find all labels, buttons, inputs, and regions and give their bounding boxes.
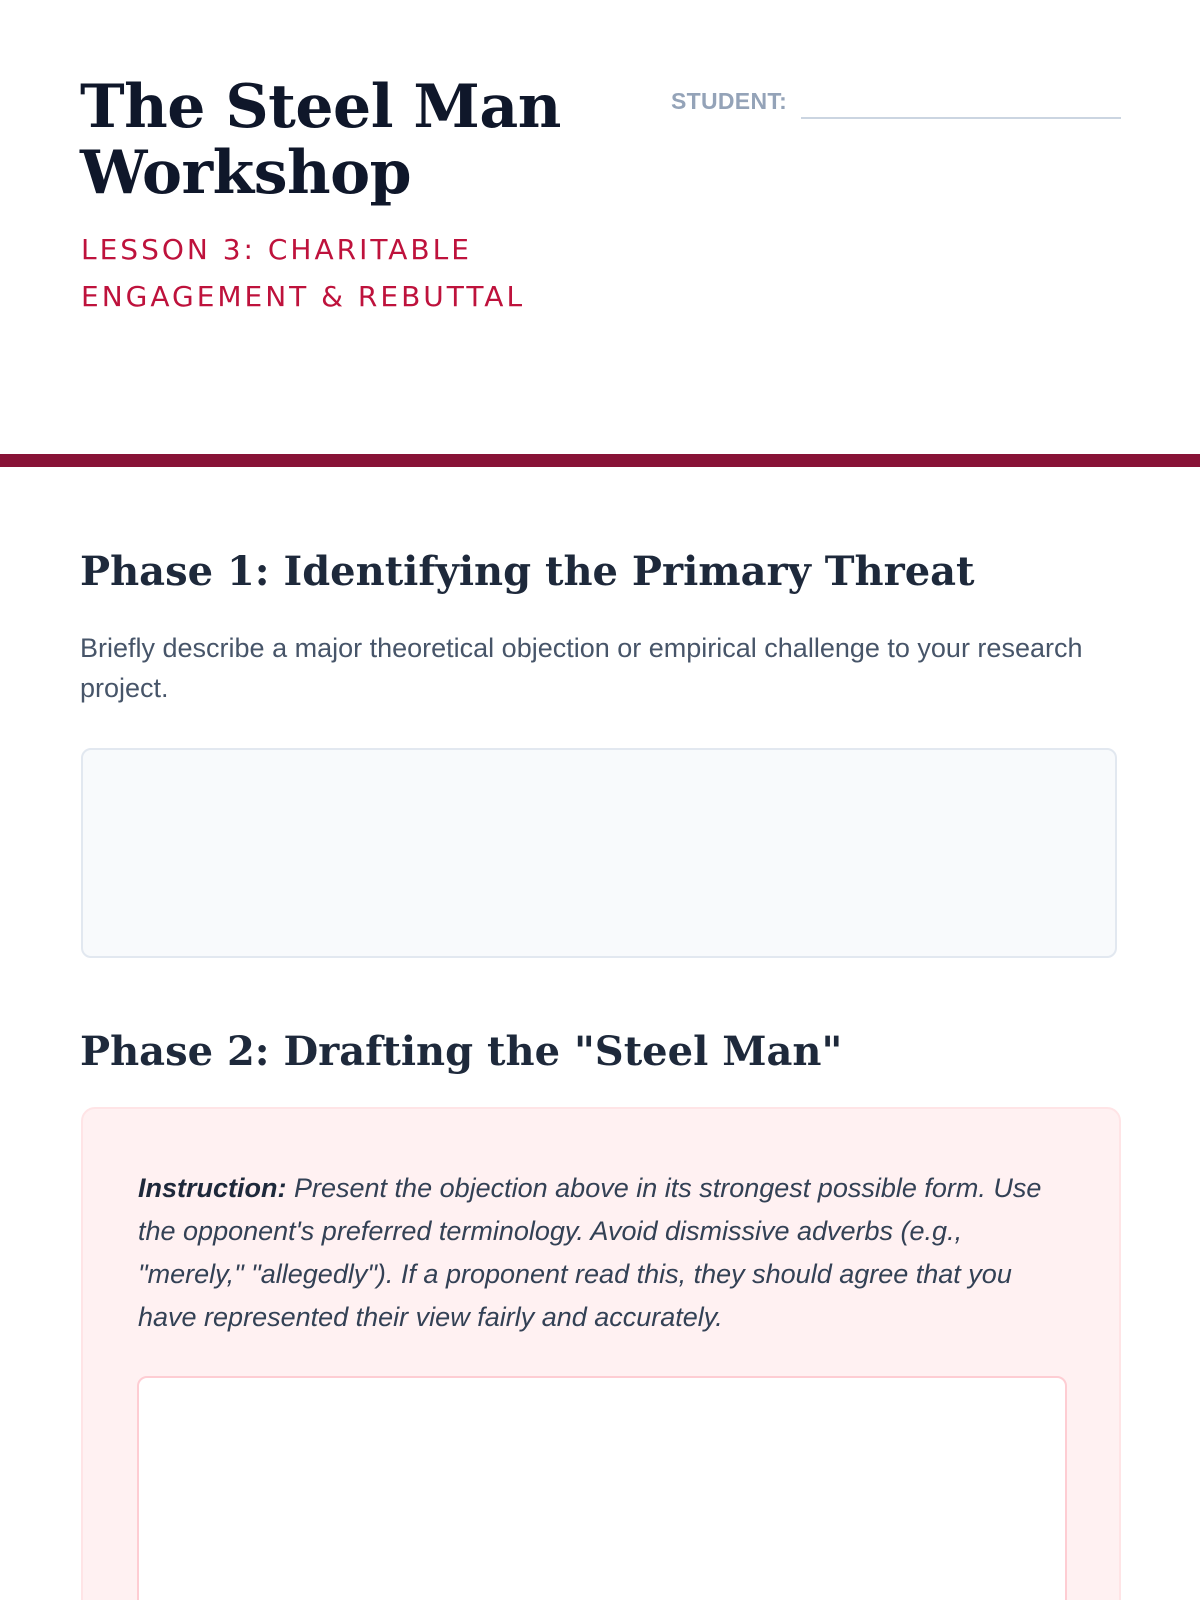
student-label: STUDENT: [671,88,788,114]
phase2-response-box[interactable] [137,1376,1067,1600]
phase2-instruction [138,1167,1068,1339]
worksheet-header [0,0,1200,454]
phase1-description: Briefly describe a major theoretical objection or empirical challenge to your research project. [80,633,1083,703]
phase1-heading: Phase 1: Identifying the Primary Threat [80,548,975,595]
instruction-label: Instruction: [138,1173,287,1203]
worksheet-title: The Steel Man Workshop [80,72,561,208]
phase1-response-box[interactable] [81,748,1117,958]
header-divider [0,454,1200,467]
instruction-text: Present the objection above in its strongest possible form. Use the opponent's preferred terminology. Avoid dismissive adverbs (e.g., "merely," "allegedly"). If a proponent read this, they should agree that you have represented their view fairly and accurately. [138,1173,1042,1332]
lesson-subtitle: LESSON 3: CHARITABLE ENGAGEMENT & REBUTTAL [81,233,526,313]
phase2-heading: Phase 2: Drafting the "Steel Man" [80,1028,843,1075]
phase2-instruction-panel [81,1107,1121,1600]
student-name-field[interactable] [801,117,1121,119]
